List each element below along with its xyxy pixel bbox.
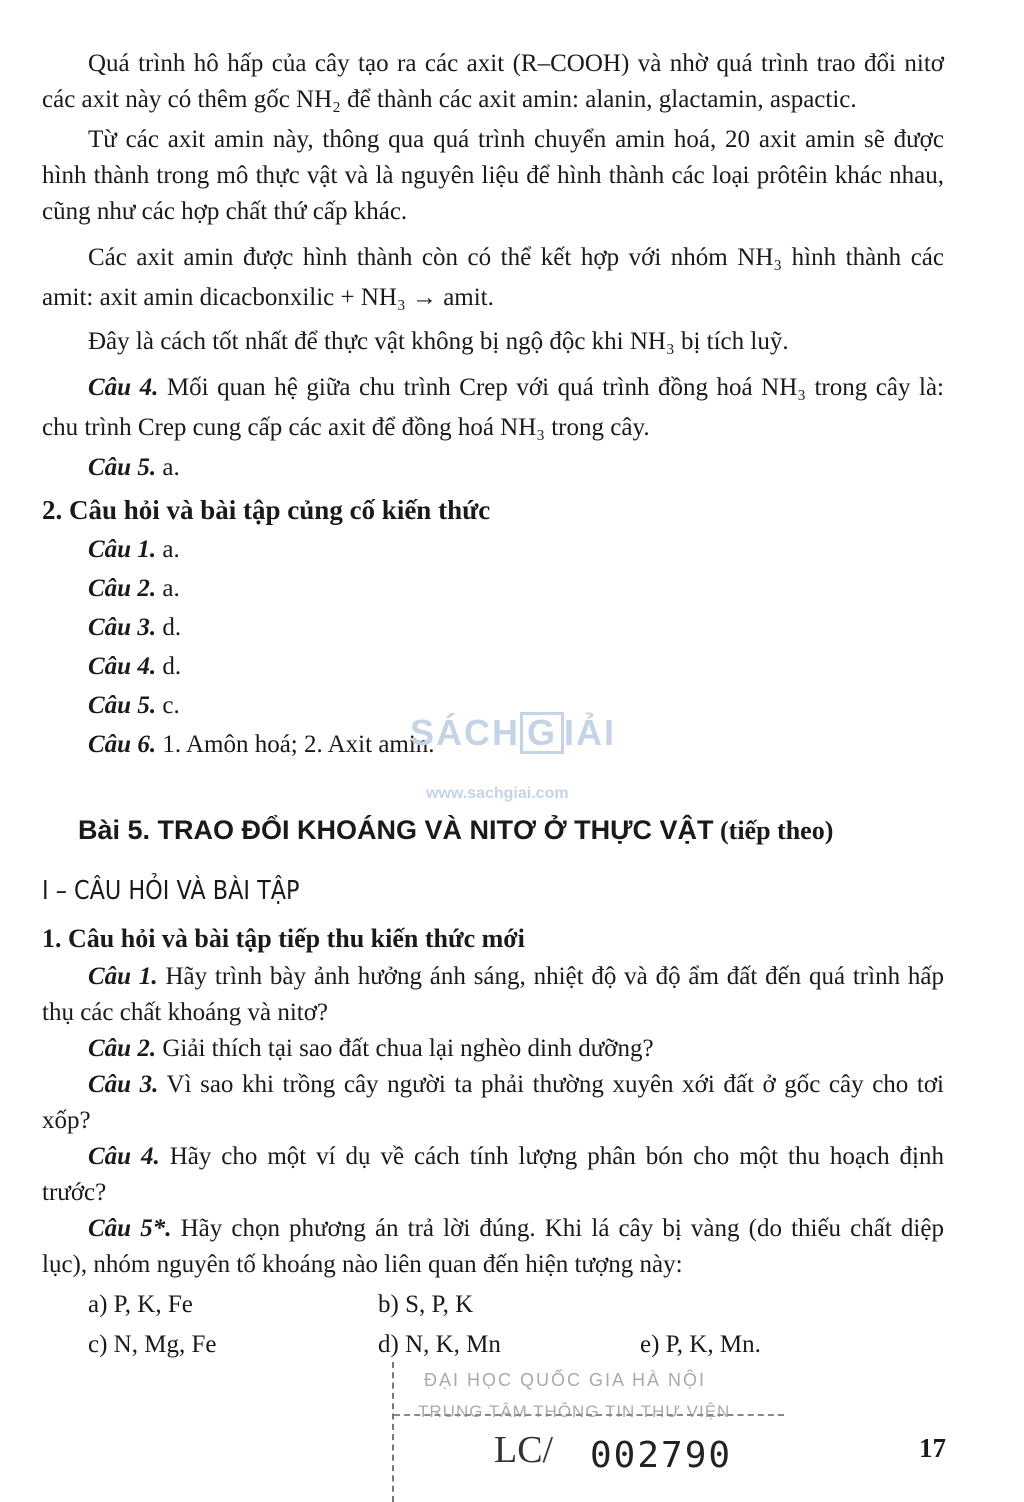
section-heading: 2. Câu hỏi và bài tập củng cố kiến thức xyxy=(42,495,491,525)
option-d: d) N, K, Mn xyxy=(378,1331,501,1358)
question-label: Câu 3. xyxy=(88,1071,159,1098)
paragraph: Các axit amin được hình thành còn có thể kết hợp với nhóm NH₃ hình thành các amit: axit amin dicacbonxilic + NH₃ → amit. xyxy=(42,244,944,311)
question-label: Câu 5. xyxy=(88,454,157,481)
watermark-box: G xyxy=(520,712,564,754)
question-label: Câu 2. xyxy=(88,1035,157,1062)
question-item xyxy=(42,1211,944,1283)
answer-item xyxy=(42,610,944,649)
question-label: Câu 5. xyxy=(88,692,157,719)
question-label: Câu 4. xyxy=(88,374,159,401)
answer-item xyxy=(42,532,944,571)
part-heading: I – CÂU HỎI VÀ BÀI TẬP xyxy=(42,876,300,906)
question-text: Vì sao khi trồng cây người ta phải thường xuyên xới đất ở gốc cây cho tơi xốp? xyxy=(42,1071,944,1134)
watermark-text: SÁCH xyxy=(410,712,521,753)
answer-text: a. xyxy=(156,454,180,481)
question-text: Hãy chọn phương án trả lời đúng. Khi lá cây bị vàng (do thiếu chất diệp lục), nhóm nguyên tố khoáng nào liên quan đến hiện tượng này: xyxy=(42,1215,944,1278)
page-content xyxy=(42,46,944,1369)
page-number: 17 xyxy=(919,1433,946,1463)
question-text: Hãy cho một ví dụ về cách tính lượng phân bón cho một thu hoạch định trước? xyxy=(42,1143,944,1206)
question-item xyxy=(42,1067,944,1139)
answer-q4 xyxy=(42,368,944,448)
option-c: c) N, Mg, Fe xyxy=(88,1331,217,1358)
paragraph: Từ các axit amin này, thông qua quá trình chuyển amin hoá, 20 axit amin sẽ được hình thành trong mô thực vật và là nguyên liệu để hình thành các loại prôtêin khác nhau, cũng như các hợp chất thứ cấp khác. xyxy=(42,126,944,225)
subsection-heading: 1. Câu hỏi và bài tập tiếp thu kiến thức mới xyxy=(42,924,525,953)
stamp-code: LC/ xyxy=(494,1429,554,1471)
question-label: Câu 1. xyxy=(88,536,157,563)
question-label: Câu 5*. xyxy=(88,1215,172,1242)
answer-options xyxy=(42,1287,944,1369)
question-label: Câu 4. xyxy=(88,1143,160,1170)
question-label: Câu 6. xyxy=(88,731,157,758)
paragraph: Quá trình hô hấp của cây tạo ra các axit (R–COOH) và nhờ quá trình trao đổi nitơ các axit này có thêm gốc NH₂ để thành các axit amin: alanin, glactamin, aspactic. xyxy=(42,50,944,113)
option-a: a) P, K, Fe xyxy=(88,1291,193,1318)
answer-text: c. xyxy=(156,692,180,719)
stamp-divider xyxy=(394,1414,784,1416)
answer-item xyxy=(42,649,944,688)
question-text: Hãy trình bày ảnh hưởng ánh sáng, nhiệt độ và độ ẩm đất đến quá trình hấp thụ các chất khoáng và nitơ? xyxy=(42,963,944,1026)
option-e: e) P, K, Mn. xyxy=(640,1331,761,1358)
stamp-line: ĐẠI HỌC QUỐC GIA HÀ NỘI xyxy=(424,1370,707,1390)
answer-text: a. xyxy=(156,536,180,563)
watermark-logo xyxy=(410,712,616,754)
question-label: Câu 2. xyxy=(88,575,157,602)
lesson-title xyxy=(78,812,944,849)
question-item xyxy=(42,959,944,1031)
question-item xyxy=(42,1031,944,1067)
answer-q5 xyxy=(42,450,944,486)
paragraph: Đây là cách tốt nhất để thực vật không bị ngộ độc khi NH₃ bị tích luỹ. xyxy=(88,328,789,355)
question-text: Giải thích tại sao đất chua lại nghèo dinh dưỡng? xyxy=(156,1035,654,1062)
option-b: b) S, P, K xyxy=(378,1291,474,1318)
question-label: Câu 3. xyxy=(88,614,157,641)
stamp-number: 002790 xyxy=(590,1435,733,1476)
answer-text: Mối quan hệ giữa chu trình Crep với quá trình đồng hoá NH₃ trong cây là: chu trình Crep cung cấp các axit để đồng hoá NH₃ trong cây. xyxy=(42,374,944,441)
library-stamp xyxy=(392,1362,784,1502)
answer-item xyxy=(42,571,944,610)
lesson-title-main: Bài 5. TRAO ĐỔI KHOÁNG VÀ NITƠ Ở THỰC VẬT xyxy=(78,815,714,845)
answer-text: a. xyxy=(156,575,180,602)
watermark-url: www.sachgiai.com xyxy=(426,785,569,802)
question-label: Câu 1. xyxy=(88,963,158,990)
question-label: Câu 4. xyxy=(88,653,157,680)
question-item xyxy=(42,1139,944,1211)
stamp-line: TRUNG TÂM THÔNG TIN THƯ VIỆN xyxy=(418,1402,731,1421)
answer-text: 1. Amôn hoá; 2. Axit amin. xyxy=(156,731,435,758)
lesson-title-tail: (tiếp theo) xyxy=(713,816,834,845)
watermark-text: IẢI xyxy=(564,712,617,753)
answer-text: d. xyxy=(156,653,182,680)
answer-text: d. xyxy=(156,614,182,641)
